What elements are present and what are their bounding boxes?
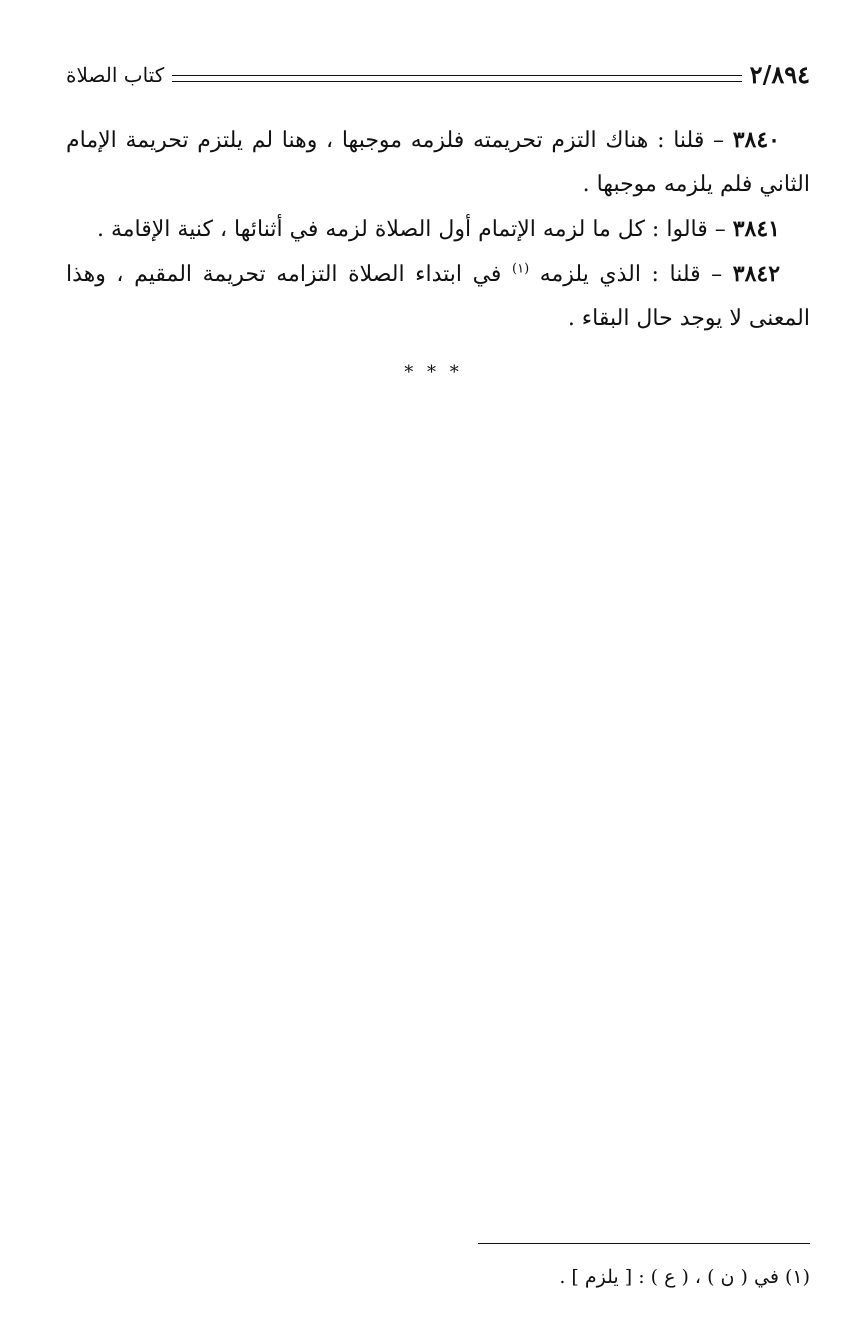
paragraph-3842 xyxy=(66,252,810,341)
footnote-1: (١) في ( ن ) ، ( ع ) : [ يلزم ] . xyxy=(559,1266,810,1288)
footnote-reference[interactable]: (١) xyxy=(512,261,530,277)
footnote-rule xyxy=(478,1243,810,1244)
book-title: كتاب الصلاة xyxy=(66,63,165,87)
paragraph-number: ٣٨٤٠ xyxy=(732,127,780,153)
paragraph-text: – قلنا : الذي يلزمه xyxy=(539,262,733,287)
paragraph-text: – قلنا : هناك التزم تحريمته فلزمه موجبها ، وهنا لم يلتزم تحريمة الإمام الثاني فلم يلزمه موجبها . xyxy=(66,128,810,197)
paragraph-text: – قالوا : كل ما لزمه الإتمام أول الصلاة لزمه في أثنائها ، كنية الإقامة . xyxy=(96,217,733,242)
page-number: ٢/٨٩٤ xyxy=(749,60,810,89)
header-rule xyxy=(172,75,741,82)
paragraph-3840 xyxy=(66,118,810,207)
paragraph-text: في ابتداء الصلاة التزامه تحريمة المقيم ، وهذا المعنى لا يوجد حال البقاء . xyxy=(66,262,810,331)
paragraph-number: ٣٨٤٢ xyxy=(732,261,781,287)
section-separator: * * * xyxy=(404,362,463,383)
body-text xyxy=(66,118,810,341)
page-header xyxy=(66,60,810,90)
paragraph-3841 xyxy=(66,207,810,252)
paragraph-number: ٣٨٤١ xyxy=(732,216,780,242)
